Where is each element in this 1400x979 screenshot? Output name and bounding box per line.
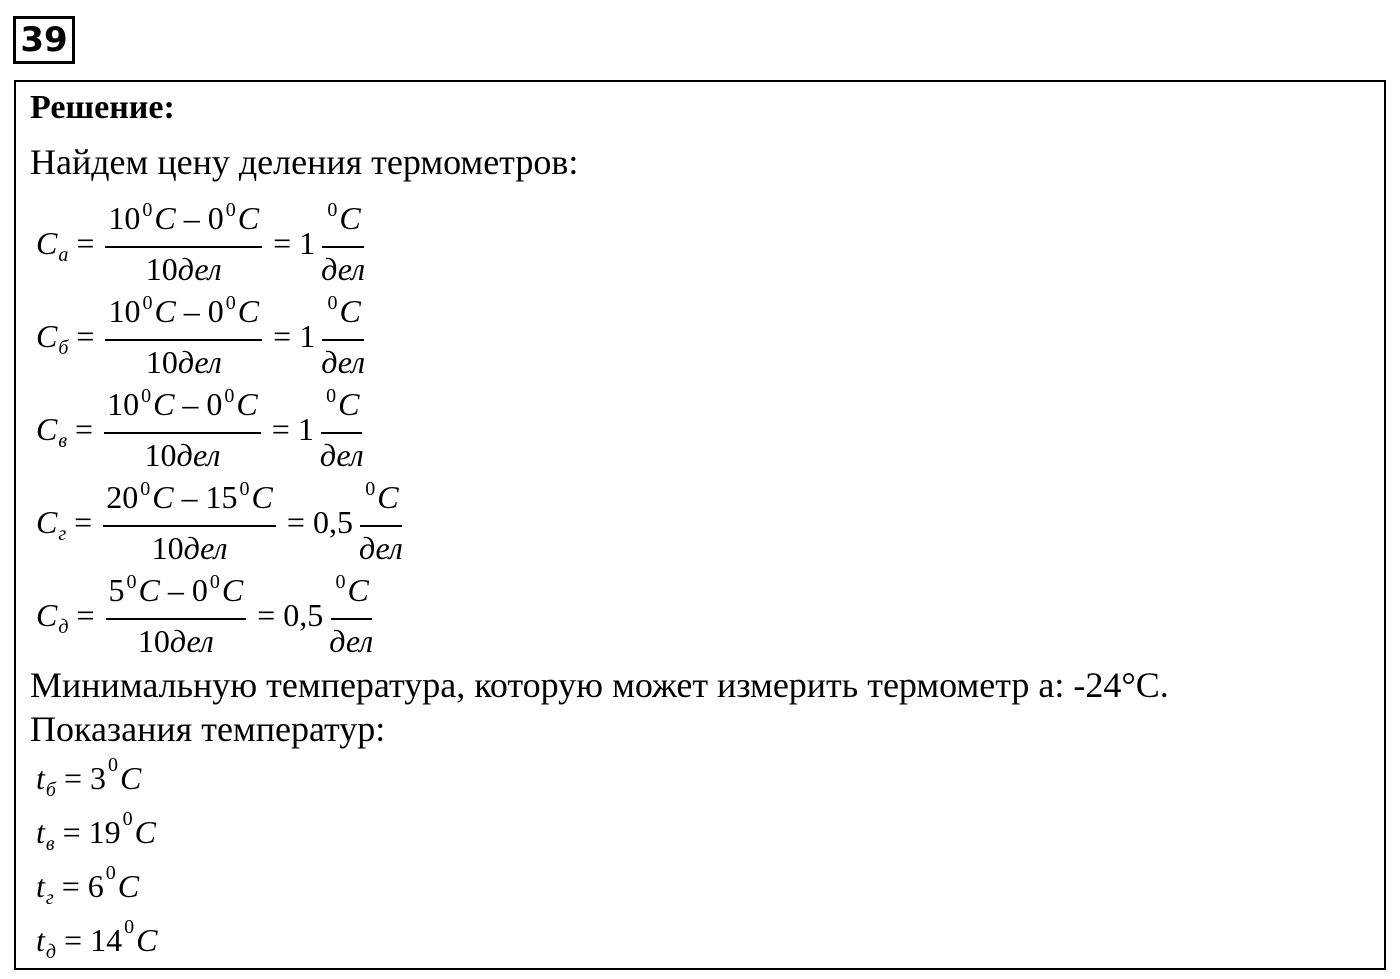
eq-fraction xyxy=(105,199,262,288)
denominator-number: 10 xyxy=(137,622,170,659)
eq-n2: 0 xyxy=(206,385,223,422)
unit-fraction xyxy=(326,571,376,660)
eq-result: 1 xyxy=(299,224,316,261)
eq-n2: 0 xyxy=(207,292,224,329)
denominator-unit: дел xyxy=(169,622,214,659)
unit: C xyxy=(237,199,260,236)
denominator-unit: дел xyxy=(176,436,221,473)
degree-mark: 0 xyxy=(365,477,376,500)
unit: C xyxy=(154,199,176,236)
eq-sub: д xyxy=(58,615,69,638)
reading-var: t xyxy=(36,759,45,796)
eq-var: C xyxy=(36,596,58,633)
unit: C xyxy=(134,813,156,850)
unit-fraction xyxy=(318,292,368,381)
reading-sub: б xyxy=(45,778,56,801)
reading-b xyxy=(36,753,141,803)
reading-value: 19 xyxy=(88,813,121,850)
degree-mark: 0 xyxy=(239,477,250,500)
unit: C xyxy=(152,478,174,515)
unit-fraction xyxy=(356,478,406,567)
denominator-number: 10 xyxy=(151,529,184,566)
degree-mark: 0 xyxy=(209,570,220,593)
degree-mark: 0 xyxy=(224,384,235,407)
reading-var: t xyxy=(36,813,45,850)
eq-sub: а xyxy=(58,243,69,266)
degree-mark: 0 xyxy=(335,570,346,593)
reading-g xyxy=(36,861,139,911)
eq-sign: = xyxy=(75,410,94,447)
eq-fraction xyxy=(105,292,262,381)
denominator-unit: дел xyxy=(183,529,228,566)
reading-v xyxy=(36,807,156,857)
eq-n2: 0 xyxy=(191,571,208,608)
unit-fraction xyxy=(317,385,367,474)
eq-n1: 10 xyxy=(108,199,141,236)
unit-denominator: дел xyxy=(321,343,366,380)
eq-sign: = xyxy=(76,317,95,354)
eq-sign: = xyxy=(257,596,276,633)
eq-result: 1 xyxy=(297,410,314,447)
degree-mark: 0 xyxy=(141,384,152,407)
eq-n2: 15 xyxy=(205,478,238,515)
unit: C xyxy=(153,385,175,422)
minus-sign: – xyxy=(183,199,200,236)
reading-sub: д xyxy=(45,940,57,963)
eq-fraction xyxy=(106,571,247,660)
eq-sign: = xyxy=(286,503,305,540)
denominator-number: 10 xyxy=(144,436,177,473)
unit: C xyxy=(347,571,369,608)
unit: C xyxy=(339,292,361,329)
eq-var: C xyxy=(36,317,58,354)
min-temp-text: Минимальную температура, которую может измерить термометр а: -24°С. xyxy=(30,665,1169,705)
reading-sub: в xyxy=(45,832,55,855)
eq-n1: 10 xyxy=(108,292,141,329)
unit: C xyxy=(138,571,160,608)
degree-mark: 0 xyxy=(327,291,338,314)
reading-value: 3 xyxy=(90,759,106,796)
unit-denominator: дел xyxy=(329,622,374,659)
eq-sign: = xyxy=(76,224,95,261)
degree-mark: 0 xyxy=(327,198,338,221)
reading-value: 6 xyxy=(87,867,104,904)
eq-sub: б xyxy=(58,336,69,359)
unit-denominator: дел xyxy=(319,436,364,473)
minus-sign: – xyxy=(183,292,200,329)
minus-sign: – xyxy=(181,478,198,515)
eq-n1: 10 xyxy=(107,385,140,422)
degree-mark: 0 xyxy=(140,477,151,500)
eq-var: C xyxy=(36,503,58,540)
eq-sign: = xyxy=(74,503,93,540)
unit: C xyxy=(251,478,273,515)
degree-mark: 0 xyxy=(225,198,236,221)
eq-sign: = xyxy=(273,317,292,354)
eq-sign: = xyxy=(61,867,80,904)
eq-fraction xyxy=(103,478,276,567)
solution-heading: Решение: xyxy=(30,89,175,126)
degree-mark: 0 xyxy=(126,570,137,593)
unit-denominator: дел xyxy=(321,250,366,287)
minus-sign: – xyxy=(167,571,184,608)
eq-result: 0,5 xyxy=(312,503,353,540)
intro-text: Найдем цену деления термометров: xyxy=(30,142,579,182)
eq-sign: = xyxy=(62,813,81,850)
minus-sign: – xyxy=(182,385,199,422)
problem-number: 39 xyxy=(13,16,75,64)
eq-result: 1 xyxy=(299,317,316,354)
eq-sign: = xyxy=(64,921,83,958)
denominator-number: 10 xyxy=(145,343,178,380)
eq-sign: = xyxy=(76,596,95,633)
unit-denominator: дел xyxy=(358,529,403,566)
degree-mark: 0 xyxy=(108,753,118,776)
degree-mark: 0 xyxy=(142,291,153,314)
denominator-unit: дел xyxy=(177,250,222,287)
degree-mark: 0 xyxy=(225,291,236,314)
unit: C xyxy=(221,571,244,608)
unit: C xyxy=(339,199,361,236)
degree-mark: 0 xyxy=(326,384,337,407)
equation-v xyxy=(36,386,370,472)
unit: C xyxy=(120,759,142,796)
reading-var: t xyxy=(36,921,45,958)
equation-g xyxy=(36,479,409,565)
eq-n1: 5 xyxy=(108,571,125,608)
eq-fraction xyxy=(104,385,261,474)
eq-var: C xyxy=(36,410,58,447)
reading-d xyxy=(36,915,157,965)
unit: C xyxy=(236,385,258,422)
reading-value: 14 xyxy=(90,921,123,958)
eq-sign: = xyxy=(271,410,290,447)
unit: C xyxy=(237,292,260,329)
denominator-unit: дел xyxy=(177,343,222,380)
unit: C xyxy=(338,385,360,422)
degree-mark: 0 xyxy=(124,915,135,938)
eq-var: C xyxy=(36,224,58,261)
eq-result: 0,5 xyxy=(283,596,324,633)
eq-sign: = xyxy=(273,224,292,261)
eq-sub: в xyxy=(58,429,68,452)
eq-sign: = xyxy=(63,759,82,796)
eq-n1: 20 xyxy=(106,478,139,515)
degree-mark: 0 xyxy=(142,198,153,221)
reading-var: t xyxy=(36,867,45,904)
eq-n2: 0 xyxy=(207,199,224,236)
denominator-number: 10 xyxy=(145,250,178,287)
reading-sub: г xyxy=(45,886,54,909)
equation-d xyxy=(36,572,379,658)
unit: C xyxy=(377,478,399,515)
equation-a xyxy=(36,200,371,286)
degree-mark: 0 xyxy=(105,861,116,884)
eq-sub: г xyxy=(58,522,67,545)
unit: C xyxy=(154,292,176,329)
unit-fraction xyxy=(318,199,368,288)
equation-b xyxy=(36,293,371,379)
readings-heading: Показания температур: xyxy=(30,709,386,749)
degree-mark: 0 xyxy=(122,807,133,830)
unit: C xyxy=(136,921,158,958)
unit: C xyxy=(117,867,140,904)
